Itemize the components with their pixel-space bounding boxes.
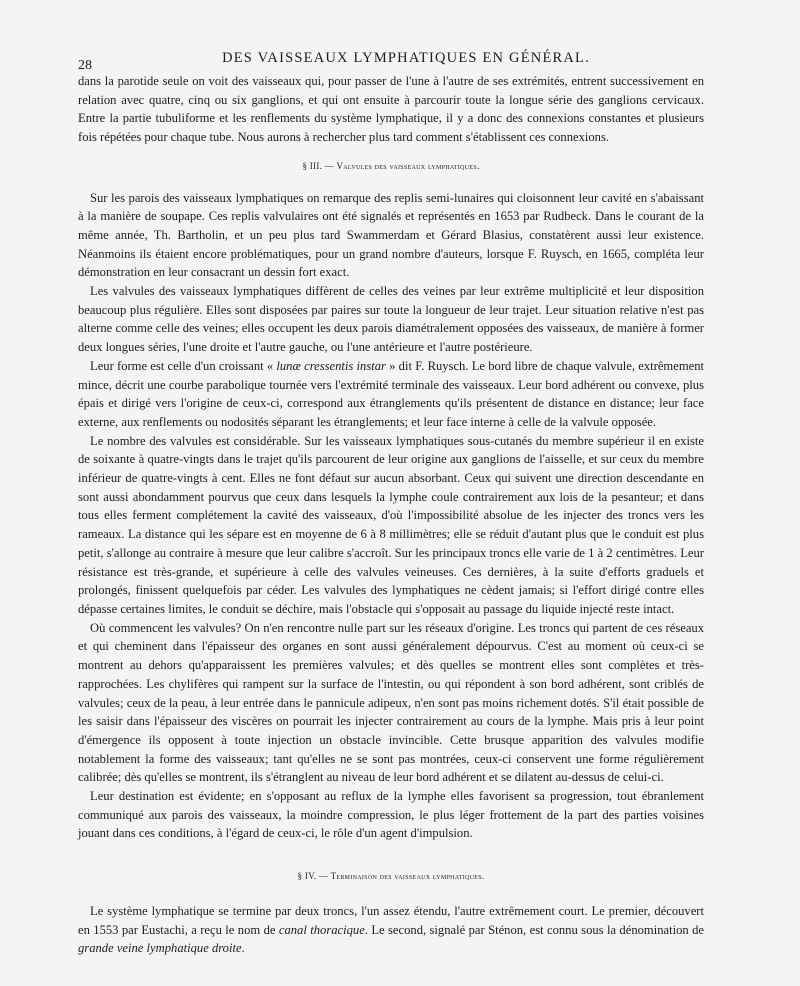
text-run: » dit F. Ruysch. Le bord libre de chaque valvule, extrêmement mince, décrit une courbe parabolique tournée vers l'extrémité terminale des vaisseaux. Leur bord adhérent ou convexe, plus épais et dirigé vers l'origine de ceux-ci, correspond aux étranglements qu'ils présentent de distance en distance; leur face externe, aux renflements ou nodosités séparant les étranglements; et leur face interne à celle de la valvule opposée.: [78, 358, 704, 429]
intro-paragraph: dans la parotide seule on voit des vaisseaux qui, pour passer de l'une à l'autre de ses extrémités, entrent successivement en relation avec quatre, cinq ou six ganglions, et qui ont ensuite à parcourir toute la longue série des ganglions cervicaux. Entre la partie tubuliforme et les renflements du système lymphatique, il y a donc des connexions constantes et plusieurs fois répétées pour chaque tube. Nous aurons à rechercher plus tard comment s'établissent ces connexions.: [78, 74, 704, 145]
paragraph: Leur destination est évidente; en s'opposant au reflux de la lymphe elles favorisent sa progression, tout ébranlement communiqué aux parois des vaisseaux, la moindre compression, le plus léger frottement de la part des parties voisines jouant dans ces conditions, à l'égard de ceux-ci, le rôle d'un agent d'impulsion.: [78, 789, 704, 841]
section-heading-iii: § III. — Valvules des vaisseaux lymphatiques.: [302, 160, 480, 171]
section-heading-iv: § IV. — Terminaison des vaisseaux lymphatiques.: [297, 871, 485, 882]
text-run: Leur forme est celle d'un croissant «: [90, 358, 277, 373]
paragraph: [78, 902, 704, 958]
page-header: [78, 50, 704, 72]
text-run: .: [241, 941, 245, 956]
running-title: DES VAISSEAUX LYMPHATIQUES EN GÉNÉRAL.: [222, 50, 590, 66]
paragraph: [78, 357, 704, 432]
page-number: 28: [78, 58, 92, 73]
latin-quote: lunæ cressentis instar: [276, 358, 386, 373]
italic-term: canal thoracique: [278, 922, 365, 937]
text-run: Le système lymphatique se termine par deux troncs, l'un assez étendu, l'autre extrêmement court. Le premier, découvert en 1553 par Eustachi, a reçu le nom de: [78, 903, 704, 937]
paragraph: Où commencent les valvules? On n'en rencontre nulle part sur les réseaux d'origine. Les troncs qui partent de ces réseaux et qui cheminent dans l'épaisseur des organes en sont aussi généralement dépourvus. C'est au moment où ceux-ci se montrent au dehors qu'apparaissent les premières valvules; et dès quelles se montrent elles sont complètes et très-rapprochées. Les chylifères qui rampent sur la surface de l'intestin, ou qui répondent à son bord adhérent, sont criblés de valvules; ceux de la peau, à leur entrée dans le pannicule adipeux, n'en sont pas moins richement dotés. S'il était possible de les saisir dans l'épaisseur des viscères on pourrait les injecter contrairement au cours de la lymphe. Mais pris à leur point d'émergence ils opposent à toute injection un obstacle invincible. Cette brusque apparition des valvules modifie notablement la forme des vaisseaux; tant qu'elles ne se sont pas montrées, ceux-ci conservent une forme régulièrement calibrée; dès qu'elles se montrent, ils s'étranglent au niveau de leur bord adhérent et se dilatent au-dessus de celui-ci.: [78, 620, 704, 785]
paragraph: Le nombre des valvules est considérable. Sur les vaisseaux lymphatiques sous-cutanés du membre supérieur il en existe de soixante à quatre-vingts dans le trajet qu'ils parcourent de leur origine aux ganglions de l'aisselle, et sur ceux du membre inférieur de quatre-vingts à cent. Elles ne font défaut sur aucun absorbant. Ceux qui suivent une direction descendante en sont aussi abondamment pourvus que ceux dans lesquels la lymphe coule contrairement aux lois de la pesanteur; et dans tous elles ferment complétement la cavité des vaisseaux, d'où l'impossibilité absolue de les injecter des troncs vers les rameaux. La distance qui les sépare est en moyenne de 6 à 8 millimètres; elle se réduit d'autant plus que le conduit est plus petit, s'allonge au contraire à mesure que leur calibre s'accroît. Sur les principaux troncs elle varie de 1 à 2 centimètres. Leur résistance est très-grande, et supérieure à celle des valvules veineuses. Ces dernières, à la suite d'efforts graduels et prolongés, finissent quelquefois par céder. Les valvules des lymphatiques ne cèdent jamais; si l'effort dirigé contre elles dépasse certaines limites, le conduit se déchire, mais l'obstacle qui s'opposait au passage du liquide injecté reste intact.: [78, 433, 704, 616]
text-run: . Le second, signalé par Sténon, est connu sous la dénomination de: [364, 922, 704, 937]
paragraph: Sur les parois des vaisseaux lymphatiques on remarque des replis semi-lunaires qui cloisonnent leur cavité en s'abaissant à la manière de soupape. Ces replis valvulaires ont été signalés et représentés en 1653 par Rudbeck. Dans le courant de la même année, Th. Bartholin, et un peu plus tard Swammerdam et Gérard Blasius, constatèrent aussi leur existence. Néanmoins ils étaient encore problématiques, pour un grand nombre d'auteurs, lorsque F. Ruysch, en 1665, compléta leur démonstration en leur consacrant un dessin fort exact.: [78, 190, 704, 280]
body-text: [78, 72, 704, 958]
italic-term: grande veine lymphatique droite: [78, 941, 242, 956]
page: [78, 50, 704, 958]
paragraph: Les valvules des vaisseaux lymphatiques diffèrent de celles des veines par leur extrême multiplicité et leur disposition beaucoup plus régulière. Elles sont disposées par paires sur toute la longueur de leur trajet. Leur situation relative n'est pas alterne comme celle des veines; elles occupent les deux parois diamétralement opposées des vaisseaux, de manière à former deux longues séries, l'une droite et l'autre gauche, ou l'une antérieure et l'autre postérieure.: [78, 284, 704, 355]
